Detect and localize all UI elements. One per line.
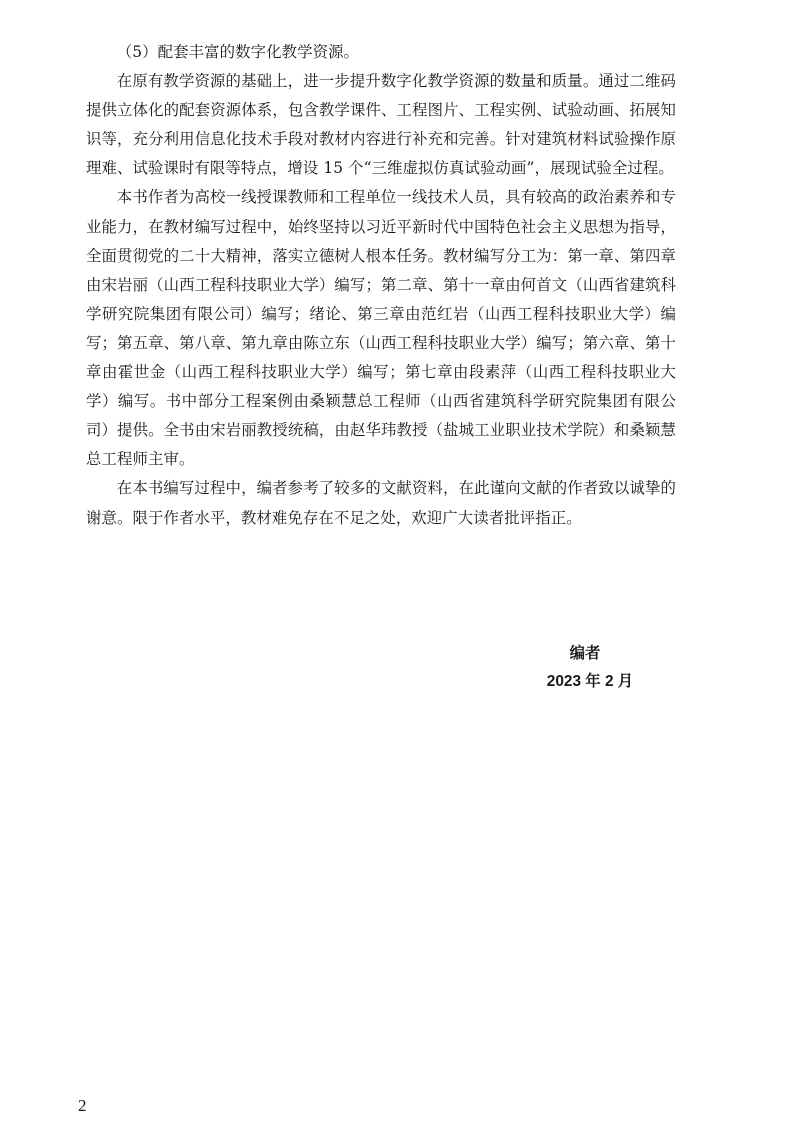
paragraph-authors: 本书作者为高校一线授课教师和工程单位一线技术人员，具有较高的政治素养和专业能力，在教材编写过程中，始终坚持以习近平新时代中国特色社会主义思想为指导，全面贯彻党的二十大精神，落实立德树人根本任务。教材编写分工为：第一章、第四章由宋岩丽（山西工程科技职业大学）编写；第二章、第十一章由何首文（山西省建筑科学研究院集团有限公司）编写；绪论、第三章由范红岩（山西工程科技职业大学）编写；第五章、第八章、第九章由陈立东（山西工程科技职业大学）编写；第六章、第十章由霍世金（山西工程科技职业大学）编写；第七章由段素萍（山西工程科技职业大学）编写。书中部分工程案例由桑颖慧总工程师（山西省建筑科学研究院集团有限公司）提供。全书由宋岩丽教授统稿，由赵华玮教授（盐城工业职业技术学院）和桑颖慧总工程师主审。 [86, 188, 676, 469]
paragraph-digital-resources: 在原有教学资源的基础上，进一步提升数字化教学资源的数量和质量。通过二维码提供立体化的配套资源体系，包含教学课件、工程图片、工程实例、试验动画、拓展知识等，充分利用信息化技术手段对教材内容进行补充和完善。针对建筑材料试验操作原理难、试验课时有限等特点，增设 15 个“三维虚拟仿真试验动画”，展现试验全过程。 [86, 72, 676, 178]
signoff-block [500, 640, 670, 696]
paragraph-acknowledgement: 在本书编写过程中，编者参考了较多的文献资料，在此谨向文献的作者致以诚挚的谢意。限于作者水平，教材难免存在不足之处，欢迎广大读者批评指正。 [86, 479, 676, 527]
document-body [86, 38, 676, 533]
signoff-date: 2023 年 2 月 [546, 673, 634, 690]
paragraph-digital-resources-heading: （5）配套丰富的数字化教学资源。 [116, 43, 360, 61]
signoff-author: 编者 [569, 645, 601, 662]
page-number: 2 [78, 1096, 87, 1115]
